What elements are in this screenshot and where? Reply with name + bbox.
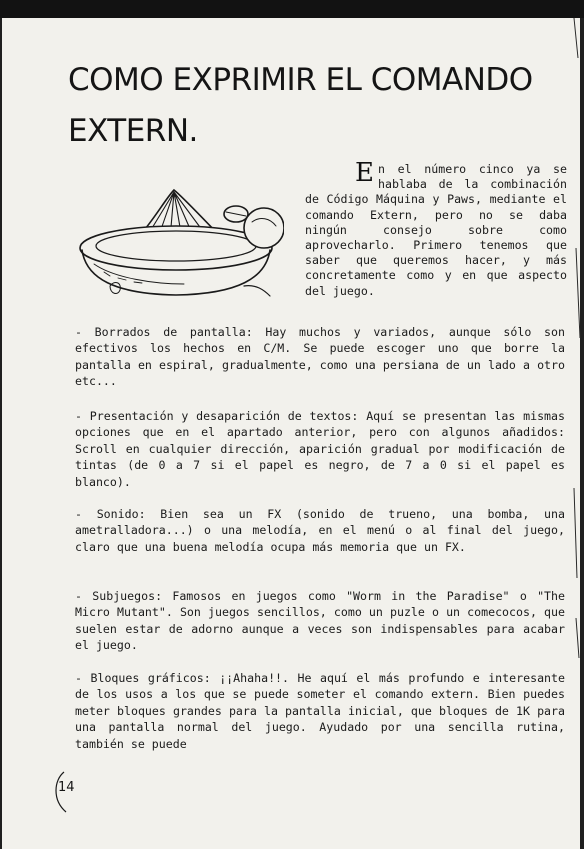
page-number: 14: [58, 780, 75, 795]
title-line-1: COMO EXPRIMIR EL COMANDO: [68, 62, 533, 98]
title-line-2: EXTERN.: [68, 113, 198, 149]
paragraph-subjuegos: - Subjuegos: Famosos en juegos como "Worm in the Paradise" o "The Micro Mutant". Son juegos sencillos, como un puzle o un comecocos, que suelen estar de adorno aunque a veces son indispensables para acabar el juego.: [75, 589, 565, 653]
paragraph-presentacion: - Presentación y desaparición de textos: Aquí se presentan las mismas opciones que en el apartado anterior, pero con algunos añadidos: Scroll en cualquier dirección, aparición gradual por modificación de tintas (de 0 a 7 si el papel es negro, de 7 a 0 si el papel es blanco).: [75, 409, 565, 489]
scan-top-border: [0, 0, 584, 18]
page-edge-mark: [570, 18, 582, 849]
paragraph-bloques: - Bloques gráficos: ¡¡Ahaha!!. He aquí el más profundo e interesante de los usos a los que se puede someter el comando extern. Bien puedes meter bloques grandes para la pantalla inicial, que bloques de 1K para una pantalla normal del juego. Ayudado por una sencilla rutina, también se puede: [75, 671, 565, 751]
magazine-page: [2, 18, 580, 849]
intro-text: n el número cinco ya se hablaba de la combinación de Código Máquina y Paws, mediante el comando Extern, pero no se daba ningún consejo sobre como aprovecharlo. Primero tenemos que saber que queremos hacer, y más concretamente como y en que aspecto del juego.: [305, 162, 567, 298]
intro-dropcap: E: [355, 158, 374, 188]
paragraph-sonido: - Sonido: Bien sea un FX (sonido de trueno, una bomba, una ametralladora...) o una melodía, en el menú o al final del juego, claro que una buena melodía ocupa más memoria que un FX.: [75, 507, 565, 554]
lemon-squeezer-illustration: [74, 168, 284, 308]
intro-paragraph: [305, 158, 567, 299]
paragraph-borrados: - Borrados de pantalla: Hay muchos y variados, aunque sólo son efectivos los hechos en C/M. Se puede escoger uno que borre la pantalla en espiral, gradualmente, como una persiana de un lado a otro etc...: [75, 325, 565, 389]
